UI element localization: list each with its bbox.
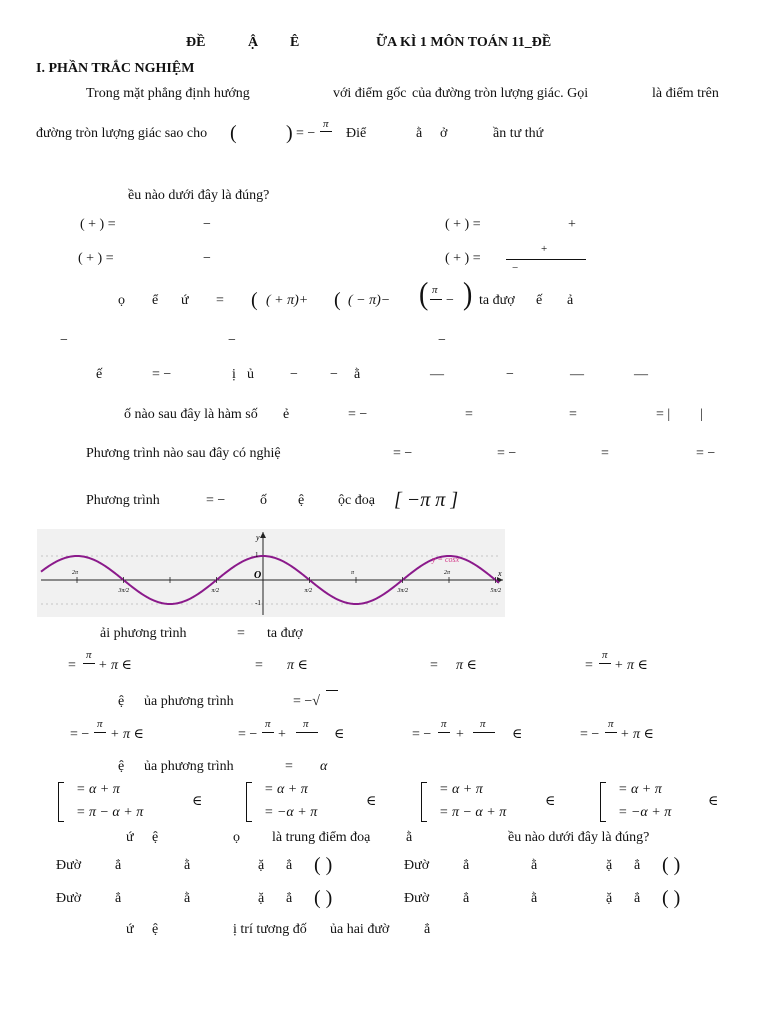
- sqrt-bar: [326, 690, 338, 691]
- q7-text: Phương trình: [86, 493, 160, 508]
- q11-text: là trung điểm đoạ: [272, 830, 371, 845]
- q5-text: ẻ: [283, 407, 290, 422]
- q3-expr: ( + π)+: [266, 293, 309, 308]
- q11-option-d: ẳ: [463, 891, 470, 906]
- q3-answer: −: [228, 333, 236, 348]
- q4-option: −: [506, 367, 514, 382]
- q8-text: =: [237, 626, 245, 641]
- q5-option: = |: [656, 407, 671, 422]
- q9-option-a-rest: + π ∈: [110, 727, 144, 742]
- q10-option-a-l1: = α + π: [76, 782, 120, 797]
- q9-frac-top: π: [303, 718, 309, 730]
- x-tick-label: π/2: [211, 588, 220, 594]
- q4-text: ị: [232, 367, 236, 382]
- y-axis-arrow-icon: [260, 532, 266, 538]
- q11-option-c: ẳ: [286, 891, 293, 906]
- q10-text: α: [320, 759, 328, 774]
- q6-option: =: [601, 446, 609, 461]
- q9-frac-top: π: [608, 718, 614, 730]
- x-tick-label: π: [351, 570, 355, 576]
- q12-text: ẳ: [424, 922, 431, 937]
- legend-label: y = cosx: [432, 555, 460, 564]
- q9-text: ủa phương trình: [144, 694, 234, 709]
- q12-text: ệ: [152, 922, 159, 937]
- q2-option-d-top: +: [541, 243, 548, 255]
- q11-option-b: ặ: [606, 858, 613, 873]
- q2-option-c-tail: −: [203, 251, 211, 266]
- q7-text: ộc đoạ: [338, 493, 375, 508]
- q1-text: với điểm gốc: [333, 86, 407, 101]
- q5-prompt: ố nào sau đây là hàm số: [124, 407, 258, 422]
- q11-option-a: Đườ: [56, 858, 82, 873]
- q9-frac-bar: [262, 732, 274, 733]
- q3-text: ta đượ: [479, 293, 515, 308]
- q8-option-d-rest: + π ∈: [614, 658, 648, 673]
- q3-text: ể: [152, 293, 159, 308]
- q10-text: ệ: [118, 759, 125, 774]
- q2-option-a-tail: −: [203, 217, 211, 232]
- q11-option-b: ằ: [531, 858, 538, 873]
- q11-option-c-paren: ( ): [314, 887, 333, 909]
- q3-eq: =: [216, 293, 224, 308]
- q2-option-b-tail: +: [568, 217, 576, 232]
- q3-frac-top: π: [432, 284, 438, 296]
- q2-frac-bar: [506, 259, 586, 260]
- q8-text: ải phương trình: [100, 626, 187, 641]
- q12-text: ủa hai đườ: [330, 922, 390, 937]
- q8-option-d: =: [585, 658, 593, 673]
- q3-expr: (: [251, 289, 258, 311]
- q3-frac-bar: [430, 299, 442, 300]
- y-axis-label: y: [256, 533, 260, 542]
- q11-option-c: ằ: [184, 891, 191, 906]
- x-tick-label: 2π: [72, 570, 79, 576]
- origin-label: O: [254, 570, 262, 581]
- x-tick-label: 3π/2: [397, 588, 409, 594]
- q3-answer: −: [60, 333, 68, 348]
- q2-option-b: ( + ) =: [445, 217, 481, 232]
- q4-text: ằ: [354, 367, 361, 382]
- q9-frac-bar: [296, 732, 318, 733]
- q1-text: là điểm trên: [652, 86, 719, 101]
- x-tick-label: π/2: [304, 588, 313, 594]
- q5-option: = −: [348, 407, 368, 422]
- q8-option-a: =: [68, 658, 76, 673]
- q10-option-a-l2: = π − α + π: [76, 805, 144, 820]
- q3-text: ả: [567, 293, 574, 308]
- q8-frac-top: π: [602, 649, 608, 661]
- x-tick-label: 2π: [444, 570, 451, 576]
- q3-expr: ( − π)−: [348, 293, 391, 308]
- q7-text: ố: [260, 493, 267, 508]
- q10-option-b-in: ∈: [366, 794, 377, 809]
- q11-option-d: ặ: [606, 891, 613, 906]
- q8-option-b: =: [255, 658, 263, 673]
- q11-option-a: ẳ: [115, 858, 122, 873]
- q1-text: đường tròn lượng giác sao cho: [36, 126, 208, 141]
- q1-frac-top: π: [323, 118, 329, 130]
- q5-option: =: [569, 407, 577, 422]
- q9-frac-top: π: [441, 718, 447, 730]
- q12-text: ị trí tương đố: [233, 922, 307, 937]
- q9-frac-top: π: [97, 718, 103, 730]
- q1-frac-bar: [320, 131, 332, 132]
- q10-text: =: [285, 759, 293, 774]
- q9-option-b: = −: [238, 727, 258, 742]
- q4-option: —: [430, 367, 444, 382]
- q7-text: = −: [206, 493, 226, 508]
- q2-option-d-bot: −: [512, 262, 519, 274]
- q8-frac-top: π: [86, 649, 92, 661]
- q1-text: Điể: [346, 126, 367, 141]
- q11-option-d: Đườ: [404, 891, 430, 906]
- q11-option-a: ặ: [258, 858, 265, 873]
- q9-frac-top: π: [480, 718, 486, 730]
- q10-option-c-l2: = π − α + π: [439, 805, 507, 820]
- q9-text: = −√: [293, 694, 320, 709]
- q11-text: ều nào dưới đây là đúng?: [508, 830, 650, 845]
- q11-option-b-paren: ( ): [662, 854, 681, 876]
- q9-option-c-mid: +: [456, 727, 464, 742]
- q11-option-d: ẳ: [634, 891, 641, 906]
- q4-option: —: [634, 367, 648, 382]
- q8-text: ta đượ: [267, 626, 303, 641]
- q10-option-c-l1: = α + π: [439, 782, 483, 797]
- q10-option-b-l2: = −α + π: [264, 805, 318, 820]
- q9-option-c: = −: [412, 727, 432, 742]
- q10-option-d-in: ∈: [708, 794, 719, 809]
- y-tick-label: 1: [255, 551, 259, 559]
- q4-text: ủ: [247, 367, 254, 382]
- q8-option-c: =: [430, 658, 438, 673]
- q11-option-d: ằ: [531, 891, 538, 906]
- q11-option-b: Đườ: [404, 858, 430, 873]
- x-tick-label: 3π/2: [118, 588, 130, 594]
- q2-option-a: ( + ) =: [80, 217, 116, 232]
- q3-text: ứ: [181, 293, 189, 308]
- q3-bracket: ): [463, 276, 473, 313]
- q1-paren: ): [286, 122, 293, 144]
- q10-option-c-bracket: [421, 782, 427, 822]
- q3-bracket: (: [419, 276, 429, 313]
- q9-option-c-rest: ∈: [512, 727, 523, 742]
- q3-text: ọ: [118, 293, 125, 308]
- title-part: ĐỀ: [186, 35, 206, 50]
- q8-option-c-rest: π ∈: [456, 658, 477, 673]
- q4-text: = −: [152, 367, 172, 382]
- q11-option-d-paren: ( ): [662, 887, 681, 909]
- q7-interval: [ −π π ]: [394, 489, 459, 511]
- q9-frac-bar: [94, 732, 106, 733]
- q3-text: ế: [536, 293, 543, 308]
- q11-text: ứ: [126, 830, 134, 845]
- q2-option-d: ( + ) =: [445, 251, 481, 266]
- q8-frac-bar: [83, 663, 95, 664]
- title-part: Ê: [290, 35, 300, 50]
- q10-option-c-in: ∈: [545, 794, 556, 809]
- q5-option: =: [465, 407, 473, 422]
- q11-text: ọ: [233, 830, 240, 845]
- q4-text: ế: [96, 367, 103, 382]
- x-axis-label: x: [498, 569, 502, 578]
- q6-option: = −: [393, 446, 413, 461]
- q11-option-a: ẳ: [286, 858, 293, 873]
- q9-option-d: = −: [580, 727, 600, 742]
- q5-abs: |: [700, 407, 703, 422]
- q9-frac-bar: [438, 732, 450, 733]
- page-title: ỮA KÌ 1 MÔN TOÁN 11_ĐỀ: [376, 35, 552, 50]
- q8-frac-bar: [599, 663, 611, 664]
- q11-option-b: ẳ: [634, 858, 641, 873]
- q9-text: ệ: [118, 694, 125, 709]
- q9-option-b-rest: ∈: [334, 727, 345, 742]
- title-part: Ậ: [248, 35, 259, 50]
- q1-text: ở: [440, 126, 448, 141]
- q11-option-a: ằ: [184, 858, 191, 873]
- q10-option-d-bracket: [600, 782, 606, 822]
- q3-expr: −: [446, 293, 454, 308]
- y-tick-label: -1: [255, 599, 261, 607]
- q10-option-a-bracket: [58, 782, 64, 822]
- q1-eq: = −: [296, 126, 316, 141]
- q11-option-c: ẳ: [115, 891, 122, 906]
- q10-option-a-in: ∈: [192, 794, 203, 809]
- q11-option-c: Đườ: [56, 891, 82, 906]
- q12-text: ứ: [126, 922, 134, 937]
- q3-answer: −: [438, 333, 446, 348]
- q9-option-d-rest: + π ∈: [620, 727, 654, 742]
- q10-option-b-l1: = α + π: [264, 782, 308, 797]
- q11-option-b: ẳ: [463, 858, 470, 873]
- q6-option: = −: [497, 446, 517, 461]
- q10-option-b-bracket: [246, 782, 252, 822]
- q10-option-d-l1: = α + π: [618, 782, 662, 797]
- q9-option-a: = −: [70, 727, 90, 742]
- q3-expr: (: [334, 289, 341, 311]
- q4-text: −: [330, 367, 338, 382]
- q6-prompt: Phương trình nào sau đây có nghiệ: [86, 446, 281, 461]
- q8-option-a-rest: + π ∈: [98, 658, 132, 673]
- q1-text: ằ: [416, 126, 423, 141]
- q9-option-b-mid: +: [278, 727, 286, 742]
- q11-option-a-paren: ( ): [314, 854, 333, 876]
- q11-option-c: ặ: [258, 891, 265, 906]
- q6-option: = −: [696, 446, 716, 461]
- q1-text: của đường tròn lượng giác. Gọi: [412, 86, 589, 101]
- q2-prompt: ều nào dưới đây là đúng?: [128, 188, 270, 203]
- q10-text: ủa phương trình: [144, 759, 234, 774]
- q9-frac-bar: [605, 732, 617, 733]
- q11-text: ằ: [406, 830, 413, 845]
- q2-option-c: ( + ) =: [78, 251, 114, 266]
- q10-option-d-l2: = −α + π: [618, 805, 672, 820]
- q9-frac-top: π: [265, 718, 271, 730]
- x-tick-label: 5π/2: [490, 588, 502, 594]
- q7-text: ệ: [298, 493, 305, 508]
- cosine-graph: [37, 529, 505, 617]
- q4-text: −: [290, 367, 298, 382]
- q9-frac-bar: [473, 732, 495, 733]
- q8-option-b-rest: π ∈: [287, 658, 308, 673]
- q1-text: ần tư thứ: [493, 126, 544, 141]
- section-heading: I. PHẦN TRẮC NGHIỆM: [36, 61, 195, 76]
- q4-option: —: [570, 367, 584, 382]
- q11-text: ệ: [152, 830, 159, 845]
- q1-paren: (: [230, 122, 237, 144]
- q1-text: Trong mặt phẳng định hướng: [86, 86, 250, 101]
